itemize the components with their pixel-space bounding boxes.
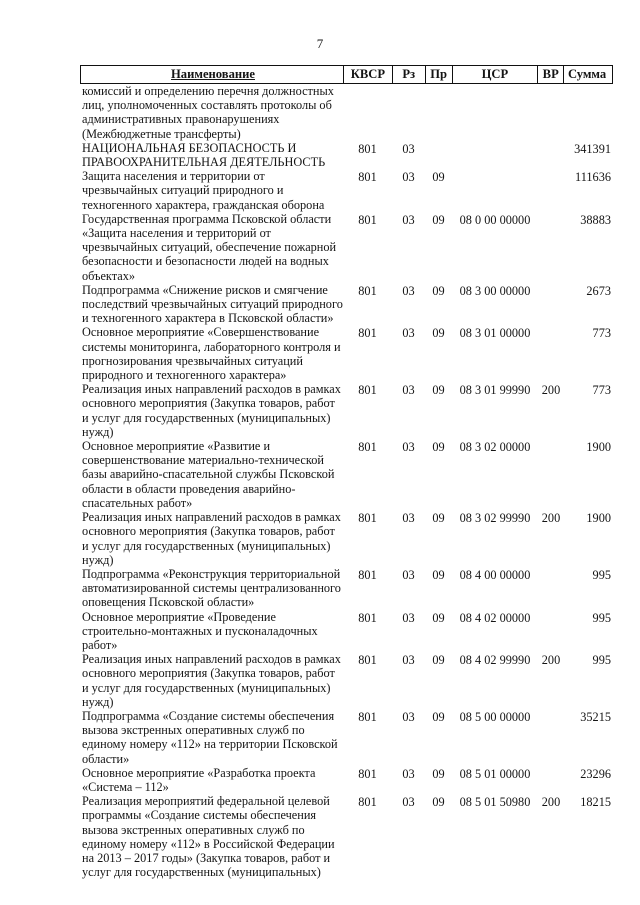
cell-sum <box>564 84 613 85</box>
cell-vr: 200 <box>541 653 561 668</box>
cell-kvsr <box>343 84 392 85</box>
cell-vr: 200 <box>541 383 561 398</box>
table-row <box>80 709 613 766</box>
cell-csr: 08 3 02 99990 <box>459 511 531 526</box>
cell-vr <box>538 169 564 170</box>
cell-name: комиссий и определению перечня должностных лиц, уполномоченных составлять протоколы об административных правонарушениях (Межбюджетные трансферты) <box>82 84 334 141</box>
cell-name: Подпрограмма «Снижение рисков и смягчение последствий чрезвычайных ситуаций природного и техногенного характера в Псковской области» <box>82 282 343 326</box>
cell-name: Реализация мероприятий федеральной целевой программы «Создание системы обеспечения вызова экстренных оперативных служб по единому номеру «112» в Российской Федерации на 2013 – 2017 годы» (Закупка товаров, работ и услуг для государственных (муниципальных) <box>82 794 335 880</box>
cell-pr: 09 <box>432 440 445 455</box>
header-csr: ЦСР <box>452 66 538 83</box>
cell-sum: 995 <box>592 567 611 582</box>
cell-sum: 23296 <box>580 766 611 781</box>
cell-pr: 09 <box>432 283 445 298</box>
cell-name: НАЦИОНАЛЬНАЯ БЕЗОПАСНОСТЬ И ПРАВООХРАНИТЕЛЬНАЯ ДЕЯТЕЛЬНОСТЬ <box>82 140 326 170</box>
cell-kvsr: 801 <box>358 766 377 781</box>
cell-kvsr: 801 <box>358 170 377 185</box>
header-vr: ВР <box>537 66 563 83</box>
cell-kvsr: 801 <box>358 610 377 625</box>
cell-csr <box>452 169 538 170</box>
cell-vr <box>538 439 564 440</box>
cell-sum: 1900 <box>586 440 611 455</box>
cell-vr <box>538 567 564 568</box>
cell-csr: 08 4 02 99990 <box>459 653 531 668</box>
cell-name: Защита населения и территории от чрезвычайных ситуаций природного и техногенного характера, гражданская оборона <box>82 169 325 212</box>
cell-vr <box>538 141 564 142</box>
cell-kvsr: 801 <box>358 709 377 724</box>
table-row <box>80 325 613 382</box>
cell-csr: 08 5 00 00000 <box>459 709 531 724</box>
cell-csr: 08 4 02 00000 <box>459 610 531 625</box>
table-row <box>80 84 613 141</box>
cell-rz: 03 <box>402 709 415 724</box>
cell-rz: 03 <box>402 326 415 341</box>
cell-kvsr: 801 <box>358 567 377 582</box>
cell-pr: 09 <box>432 795 445 810</box>
cell-csr: 08 3 01 99990 <box>459 383 531 398</box>
cell-vr <box>538 283 564 284</box>
cell-pr: 09 <box>432 766 445 781</box>
cell-name: Подпрограмма «Реконструкция территориальной автоматизированной системы централизованного оповещения Псковской области» <box>82 566 341 610</box>
cell-rz: 03 <box>402 212 415 227</box>
cell-csr: 08 3 01 00000 <box>459 326 531 341</box>
table-row <box>80 169 613 212</box>
cell-csr: 08 4 00 00000 <box>459 567 531 582</box>
cell-pr <box>425 84 452 85</box>
cell-csr: 08 0 00 00000 <box>459 212 531 227</box>
cell-name: Реализация иных направлений расходов в рамках основного мероприятия (Закупка товаров, работ и услуг для государственных (муниципальных) нужд) <box>82 382 341 439</box>
cell-pr: 09 <box>432 610 445 625</box>
cell-vr: 200 <box>541 795 561 810</box>
header-kvsr: КВСР <box>343 66 392 83</box>
page-number: 7 <box>316 36 324 51</box>
cell-rz: 03 <box>402 795 415 810</box>
cell-csr <box>452 84 538 85</box>
cell-sum: 773 <box>592 326 611 341</box>
cell-vr <box>538 325 564 326</box>
cell-csr <box>452 141 538 142</box>
cell-rz: 03 <box>402 511 415 526</box>
cell-sum: 2673 <box>586 283 611 298</box>
table-row <box>80 382 613 439</box>
cell-sum: 773 <box>592 383 611 398</box>
cell-sum: 18215 <box>580 795 611 810</box>
cell-pr <box>425 141 452 142</box>
cell-pr: 09 <box>432 326 445 341</box>
cell-vr <box>538 709 564 710</box>
cell-rz: 03 <box>402 440 415 455</box>
cell-pr: 09 <box>432 511 445 526</box>
cell-name: Основное мероприятие «Разработка проекта «Система – 112» <box>82 765 316 794</box>
table-row <box>80 212 613 283</box>
cell-sum: 995 <box>592 653 611 668</box>
cell-rz <box>392 84 425 85</box>
cell-kvsr: 801 <box>358 653 377 668</box>
cell-name: Основное мероприятие «Совершенствование системы мониторинга, лабораторного контроля и прогнозирования чрезвычайных ситуаций природного и техногенного характера» <box>82 325 341 383</box>
cell-csr: 08 3 00 00000 <box>459 283 531 298</box>
cell-sum: 35215 <box>580 709 611 724</box>
cell-rz: 03 <box>402 170 415 185</box>
cell-name: Реализация иных направлений расходов в рамках основного мероприятия (Закупка товаров, работ и услуг для государственных (муниципальных) нужд) <box>82 652 341 709</box>
header-pr: Пр <box>425 66 452 83</box>
cell-name: Реализация иных направлений расходов в рамках основного мероприятия (Закупка товаров, работ и услуг для государственных (муниципальных) нужд) <box>82 510 341 567</box>
cell-kvsr: 801 <box>358 795 377 810</box>
cell-name: Подпрограмма «Создание системы обеспечения вызова экстренных оперативных служб по единому номеру «112» на территории Псковской области» <box>82 708 338 766</box>
table-row <box>80 652 613 709</box>
cell-name: Основное мероприятие «Проведение строительно-монтажных и пусконаладочных работ» <box>82 609 318 652</box>
cell-sum: 111636 <box>575 170 611 185</box>
table-row <box>80 794 613 879</box>
header-name: Наименование <box>171 67 255 81</box>
cell-pr: 09 <box>432 383 445 398</box>
cell-rz: 03 <box>402 567 415 582</box>
table-row <box>80 766 613 794</box>
header-sum: Сумма <box>563 66 612 83</box>
table-header <box>80 65 613 84</box>
cell-pr: 09 <box>432 212 445 227</box>
cell-name: Основное мероприятие «Развитие и совершенствование материально-технической базы аварийно-спасательной службы Псковской области в области проведения аварийно-спасательных работ» <box>82 439 335 510</box>
header-rz: Рз <box>392 66 425 83</box>
cell-kvsr: 801 <box>358 440 377 455</box>
table-row <box>80 510 613 567</box>
cell-kvsr: 801 <box>358 383 377 398</box>
table-row <box>80 283 613 326</box>
cell-pr: 09 <box>432 653 445 668</box>
table-row <box>80 439 613 510</box>
cell-pr: 09 <box>432 170 445 185</box>
table-row <box>80 141 613 169</box>
cell-kvsr: 801 <box>358 511 377 526</box>
cell-name: Государственная программа Псковской области «Защита населения и территорий от чрезвычайных ситуаций, обеспечение пожарной безопасности и безопасности людей на водных объектах» <box>82 211 337 283</box>
cell-vr <box>538 766 564 767</box>
cell-csr: 08 3 02 00000 <box>459 440 531 455</box>
cell-kvsr: 801 <box>358 326 377 341</box>
cell-rz: 03 <box>402 383 415 398</box>
cell-sum: 38883 <box>580 212 611 227</box>
table-row <box>80 567 613 610</box>
cell-rz: 03 <box>402 283 415 298</box>
cell-rz: 03 <box>402 610 415 625</box>
cell-rz: 03 <box>402 766 415 781</box>
cell-vr <box>538 84 564 85</box>
cell-rz: 03 <box>402 653 415 668</box>
cell-vr <box>538 212 564 213</box>
table-row <box>80 610 613 653</box>
cell-rz: 03 <box>402 141 415 156</box>
cell-csr: 08 5 01 00000 <box>459 766 531 781</box>
cell-sum: 341391 <box>574 141 611 156</box>
cell-vr <box>538 610 564 611</box>
cell-sum: 1900 <box>586 511 611 526</box>
cell-sum: 995 <box>592 610 611 625</box>
cell-kvsr: 801 <box>358 283 377 298</box>
cell-pr: 09 <box>432 567 445 582</box>
cell-kvsr: 801 <box>358 212 377 227</box>
budget-table <box>80 65 613 879</box>
cell-csr: 08 5 01 50980 <box>459 795 531 810</box>
cell-kvsr: 801 <box>358 141 377 156</box>
cell-pr: 09 <box>432 709 445 724</box>
table-body <box>80 84 613 879</box>
cell-vr: 200 <box>541 511 561 526</box>
